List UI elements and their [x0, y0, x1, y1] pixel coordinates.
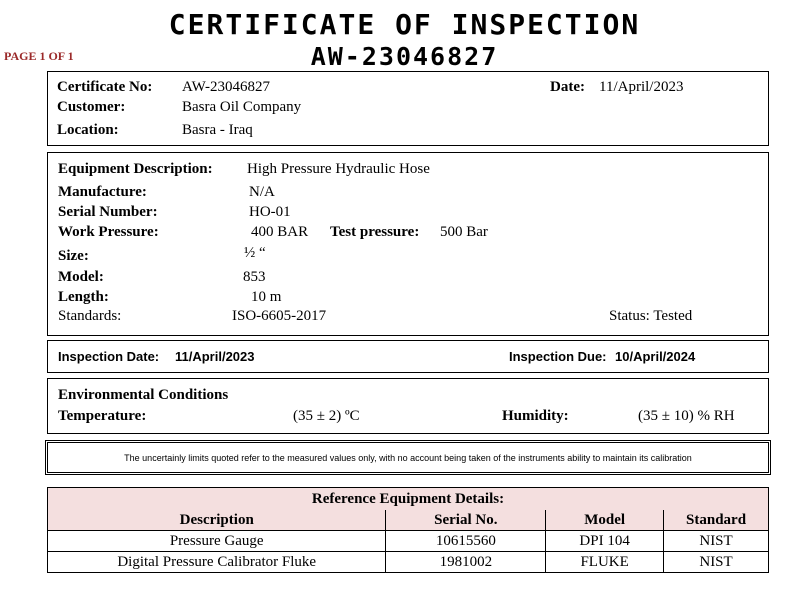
- cell-model: DPI 104: [546, 531, 664, 552]
- cell-description: Pressure Gauge: [48, 531, 386, 552]
- certificate-no-label: Certificate No:: [57, 79, 153, 95]
- temperature-value: (35 ± 2) ºC: [293, 408, 360, 424]
- page-indicator: PAGE 1 OF 1: [4, 49, 74, 63]
- humidity-label: Humidity:: [502, 408, 569, 424]
- uncertainty-note: The uncertainly limits quoted refer to the measured values only, with no account being taken of the instruments ability to maintain its calibration: [124, 452, 692, 463]
- col-standard: Standard: [664, 510, 769, 531]
- inspection-due-label: Inspection Due:: [509, 349, 607, 364]
- col-description: Description: [48, 510, 386, 531]
- customer-label: Customer:: [57, 99, 126, 115]
- cell-serial-no: 1981002: [386, 552, 546, 573]
- inspection-date-value: 11/April/2023: [175, 349, 255, 364]
- work-pressure-label: Work Pressure:: [58, 224, 159, 240]
- environment-heading: Environmental Conditions: [58, 387, 229, 403]
- temperature-label: Temperature:: [58, 408, 147, 424]
- standards-value: ISO-6605-2017: [232, 308, 327, 324]
- manufacture-value: N/A: [249, 184, 275, 200]
- inspection-due-value: 10/April/2024: [615, 349, 696, 364]
- model-value: 853: [243, 269, 266, 285]
- standards-label: Standards:: [58, 308, 122, 324]
- cell-standard: NIST: [664, 552, 769, 573]
- customer-value: Basra Oil Company: [182, 99, 302, 115]
- date-label: Date:: [550, 79, 585, 95]
- col-model: Model: [546, 510, 664, 531]
- table-row: [48, 531, 769, 552]
- equipment-info-box: [47, 152, 769, 336]
- cell-serial-no: 10615560: [386, 531, 546, 552]
- environment-box: [47, 378, 769, 434]
- cell-model: FLUKE: [546, 552, 664, 573]
- reference-heading: Reference Equipment Details:: [48, 488, 769, 511]
- location-value: Basra - Iraq: [182, 122, 253, 138]
- reference-equipment-table: [47, 487, 769, 573]
- inspection-date-label: Inspection Date:: [58, 349, 160, 364]
- size-value: ½ “: [244, 245, 266, 261]
- cell-standard: NIST: [664, 531, 769, 552]
- col-serial-no: Serial No.: [386, 510, 546, 531]
- length-label: Length:: [58, 289, 109, 305]
- serial-number-value: HO-01: [249, 204, 291, 220]
- cell-description: Digital Pressure Calibrator Fluke: [48, 552, 386, 573]
- table-row: [48, 552, 769, 573]
- work-pressure-value: 400 BAR: [251, 224, 309, 240]
- model-label: Model:: [58, 269, 104, 285]
- test-pressure-value: 500 Bar: [440, 224, 488, 240]
- equipment-description-label: Equipment Description:: [58, 161, 213, 177]
- date-value: 11/April/2023: [599, 79, 684, 95]
- size-label: Size:: [58, 248, 89, 264]
- inspection-dates-box: [47, 340, 769, 373]
- uncertainty-note-box: [45, 440, 771, 475]
- test-pressure-label: Test pressure:: [330, 224, 420, 240]
- certificate-title: CERTIFICATE OF INSPECTION: [168, 8, 641, 41]
- location-label: Location:: [57, 122, 119, 138]
- certificate-info-box: [47, 71, 769, 146]
- certificate-no-value: AW-23046827: [182, 79, 270, 95]
- humidity-value: (35 ± 10) % RH: [638, 408, 735, 424]
- equipment-description-value: High Pressure Hydraulic Hose: [247, 161, 430, 177]
- certificate-id-heading: AW-23046827: [310, 42, 499, 71]
- serial-number-label: Serial Number:: [58, 204, 158, 220]
- length-value: 10 m: [251, 289, 282, 305]
- status-text: Status: Tested: [609, 308, 693, 324]
- manufacture-label: Manufacture:: [58, 184, 147, 200]
